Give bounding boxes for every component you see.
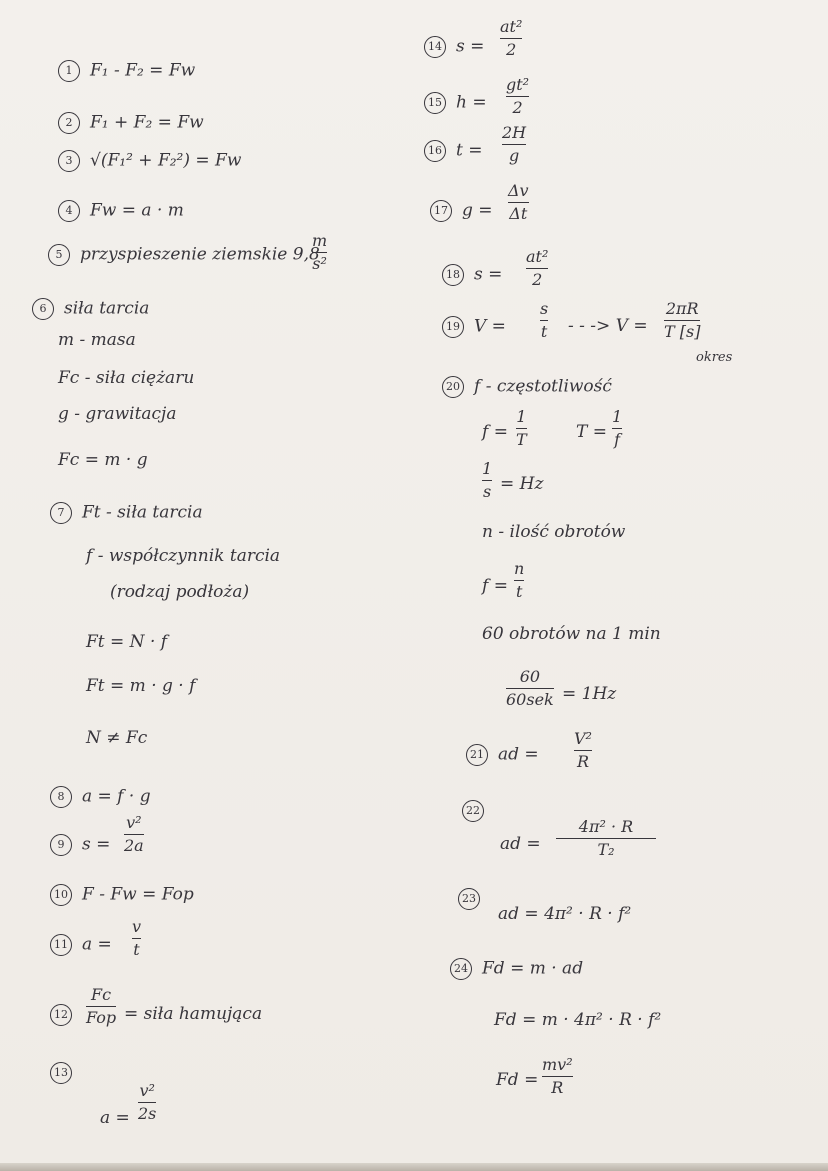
formula-12 (50, 1004, 82, 1026)
formula-20e: n - ilość obrotów (482, 522, 626, 542)
item-number: 14 (424, 36, 446, 58)
formula-24 (450, 958, 583, 980)
fraction-bottom: t (133, 940, 140, 959)
item-number: 21 (466, 744, 488, 766)
fraction-bottom: s² (312, 254, 327, 273)
formula-23-number (458, 888, 490, 910)
formula-text: N ≠ Fc (86, 728, 148, 748)
fraction-bar (312, 252, 327, 253)
fraction-top: 1 (516, 407, 527, 426)
fraction-top: gt² (506, 75, 530, 94)
formula-19 (442, 316, 506, 338)
formula-text: Ft = m · g · f (86, 676, 196, 696)
formula-15 (424, 92, 487, 114)
formula-24b: Fd = m · 4π² · R · f² (494, 1010, 662, 1030)
fraction-20b (516, 408, 527, 449)
fraction-top: v² (126, 813, 142, 832)
fraction-bar (612, 428, 622, 429)
formula-text: √(F₁² + F₂²) = Fw (90, 150, 242, 171)
fraction-9 (124, 814, 144, 855)
fraction-top: n (514, 559, 525, 578)
formula-text: Fw = a · m (90, 200, 184, 221)
fraction-bottom: f (614, 430, 621, 449)
formula-text: f - częstotliwość (474, 376, 612, 397)
fraction-bar (506, 688, 554, 689)
formula-7b (86, 546, 280, 566)
formula-7 (50, 502, 203, 524)
formula-text: Ft = N · f (86, 632, 168, 652)
equals-label: ad = (500, 834, 541, 854)
fraction-top: mv² (542, 1055, 573, 1074)
equals-label: t = (456, 140, 483, 161)
okres-label: okres (696, 350, 733, 365)
item-number: 13 (50, 1062, 72, 1084)
fraction-bar (664, 320, 700, 321)
equals-label: s = (456, 36, 485, 57)
fraction-top: 2H (502, 123, 527, 142)
item-number: 9 (50, 834, 72, 856)
fraction-top: 1 (612, 407, 623, 426)
fraction-bar (516, 428, 527, 429)
item-number: 5 (48, 244, 70, 266)
fraction-bar (556, 838, 656, 839)
fraction-bottom: 2 (532, 270, 543, 289)
formula-1 (58, 60, 195, 82)
fraction-bottom: T₂ (597, 840, 615, 859)
fraction-bar (138, 1102, 156, 1103)
hz-label: = Hz (500, 474, 544, 494)
fraction-18 (526, 248, 548, 289)
fraction-12 (86, 986, 116, 1027)
fraction-bottom: 2 (512, 98, 523, 117)
equals-label: V = (474, 316, 506, 337)
fraction-bottom: 2s (138, 1104, 157, 1123)
fraction-bar (542, 1076, 573, 1077)
formula-8 (50, 786, 151, 808)
fraction-bar (132, 938, 141, 939)
item-number: 24 (450, 958, 472, 980)
formula-text: F - Fw = Fop (82, 884, 194, 905)
fraction-16 (502, 124, 526, 165)
fraction-bar (500, 38, 522, 39)
fraction-15 (506, 76, 529, 117)
formula-10 (50, 884, 194, 906)
fraction-bar (124, 834, 144, 835)
fraction-top: Δv (508, 181, 529, 200)
fraction-bottom: t (515, 582, 523, 601)
fraction-bar (482, 480, 492, 481)
fraction-top: s (540, 299, 549, 318)
fraction-bottom: g (508, 146, 520, 165)
formula-18 (442, 264, 502, 286)
formula-7d (86, 632, 167, 652)
formula-6 (32, 298, 149, 320)
formula-6e (58, 450, 148, 470)
formula-13 (50, 1062, 82, 1084)
fraction-top: V² (574, 729, 592, 748)
fraction-bar (86, 1006, 116, 1007)
fraction-bottom: t (540, 322, 548, 341)
equals-label: g = (462, 200, 493, 221)
item-number: 19 (442, 316, 464, 338)
formula-23: ad = 4π² · R · f² (498, 904, 632, 924)
equals-label: Fd = (496, 1070, 539, 1090)
equals-label: a = (100, 1108, 130, 1128)
fraction-bar (508, 202, 529, 203)
fraction-20d (482, 460, 492, 501)
formula-4 (58, 200, 184, 222)
hz1-label: = 1Hz (562, 684, 617, 704)
formula-text: F₁ - F₂ = Fw (90, 60, 196, 81)
equals-label: f = (482, 576, 508, 596)
fraction-bottom: Δt (509, 204, 528, 223)
formula-6d (58, 404, 176, 424)
fraction-13 (138, 1082, 156, 1123)
formula-text: a = f · g (82, 786, 151, 807)
fraction-19b (664, 300, 700, 341)
fraction-20f (514, 560, 524, 601)
fraction-top: 1 (482, 459, 493, 478)
fraction-top: at² (500, 17, 523, 36)
fraction-bottom: 2a (124, 836, 144, 855)
formula-text: Fd = m · ad (482, 958, 584, 979)
formula-14 (424, 36, 484, 58)
fraction-19 (540, 300, 548, 341)
formula-20 (442, 376, 612, 398)
fraction-bottom: 2 (506, 40, 517, 59)
fraction-bar (506, 96, 529, 97)
fraction-top: 4π² · R (578, 817, 634, 836)
fraction-11 (132, 918, 141, 959)
item-number: 8 (50, 786, 72, 808)
fraction-22 (556, 818, 656, 859)
formula-11 (50, 934, 112, 956)
formula-text: siła tarcia (64, 298, 150, 319)
fraction-top: m (312, 231, 328, 250)
fraction-20c (612, 408, 622, 449)
formula-text: F₁ + F₂ = Fw (90, 112, 204, 133)
fraction-bottom: s (482, 482, 492, 501)
item-number: 11 (50, 934, 72, 956)
item-number: 12 (50, 1004, 72, 1026)
formula-text: Fc = m · g (58, 450, 148, 470)
formula-text: m - masa (58, 330, 136, 350)
formula-6c (58, 368, 194, 388)
fraction-top: 2πR (665, 299, 699, 318)
equals-label: f = (482, 422, 508, 442)
item-number: 20 (442, 376, 464, 398)
formula-6b (58, 330, 136, 350)
equals-label: s = (82, 834, 111, 855)
fraction-bottom: T (516, 430, 527, 449)
formula-20g: 60 obrotów na 1 min (482, 624, 661, 644)
formula-text: Fc - siła ciężaru (58, 368, 195, 388)
arrow-label: - - -> V = (568, 316, 648, 336)
item-number: 7 (50, 502, 72, 524)
page-edge (0, 1163, 828, 1171)
fraction-bottom: Fop (86, 1008, 117, 1027)
fraction-5 (312, 232, 327, 273)
fraction-20h (506, 668, 554, 709)
item-number: 6 (32, 298, 54, 320)
fraction-bottom: T [s] (664, 322, 701, 341)
item-number: 16 (424, 140, 446, 162)
formula-5 (48, 244, 320, 266)
equals-label: ad = (498, 744, 539, 765)
formula-7c (110, 582, 249, 602)
formula-17 (430, 200, 493, 222)
fraction-bar (526, 268, 548, 269)
fraction-bar (574, 750, 592, 751)
equals-label: T = (576, 422, 607, 442)
fraction-bottom: R (551, 1078, 564, 1097)
item-number: 1 (58, 60, 80, 82)
item-number: 18 (442, 264, 464, 286)
item-number: 15 (424, 92, 446, 114)
formula-3 (58, 150, 241, 172)
formula-text: f - współczynnik tarcia (86, 546, 281, 566)
fraction-top: 60 (519, 667, 541, 686)
fraction-bar (502, 144, 526, 145)
fraction-bar (514, 580, 524, 581)
fraction-14 (500, 18, 522, 59)
fraction-bottom: R (576, 752, 589, 771)
formula-text: (rodzaj podłoża) (110, 582, 250, 602)
formula-text: g - grawitacja (58, 404, 177, 424)
item-number: 17 (430, 200, 452, 222)
formula-text: Ft - siła tarcia (82, 502, 203, 523)
equals-label: s = (474, 264, 503, 285)
fraction-top: v² (139, 1081, 155, 1100)
fraction-17 (508, 182, 529, 223)
fraction-bottom: 60sek (506, 690, 554, 709)
item-number: 2 (58, 112, 80, 134)
fraction-21 (574, 730, 592, 771)
formula-9 (50, 834, 110, 856)
formula-21 (466, 744, 539, 766)
fraction-top: Fc (91, 985, 112, 1004)
item-number: 4 (58, 200, 80, 222)
formula-7e (86, 676, 195, 696)
formula-22 (462, 800, 494, 822)
item-number: 3 (58, 150, 80, 172)
fraction-top: at² (526, 247, 549, 266)
fraction-24 (542, 1056, 573, 1097)
formula-text: przyspieszenie ziemskie 9,8 (80, 244, 320, 265)
item-number: 22 (462, 800, 484, 822)
formula-12-label: = siła hamująca (124, 1004, 263, 1024)
item-number: 10 (50, 884, 72, 906)
item-number: 23 (458, 888, 480, 910)
formula-2 (58, 112, 204, 134)
formula-16 (424, 140, 482, 162)
equals-label: a = (82, 934, 112, 955)
equals-label: h = (456, 92, 487, 113)
formula-7f (86, 728, 147, 748)
fraction-top: v (132, 917, 142, 936)
fraction-bar (540, 320, 548, 321)
